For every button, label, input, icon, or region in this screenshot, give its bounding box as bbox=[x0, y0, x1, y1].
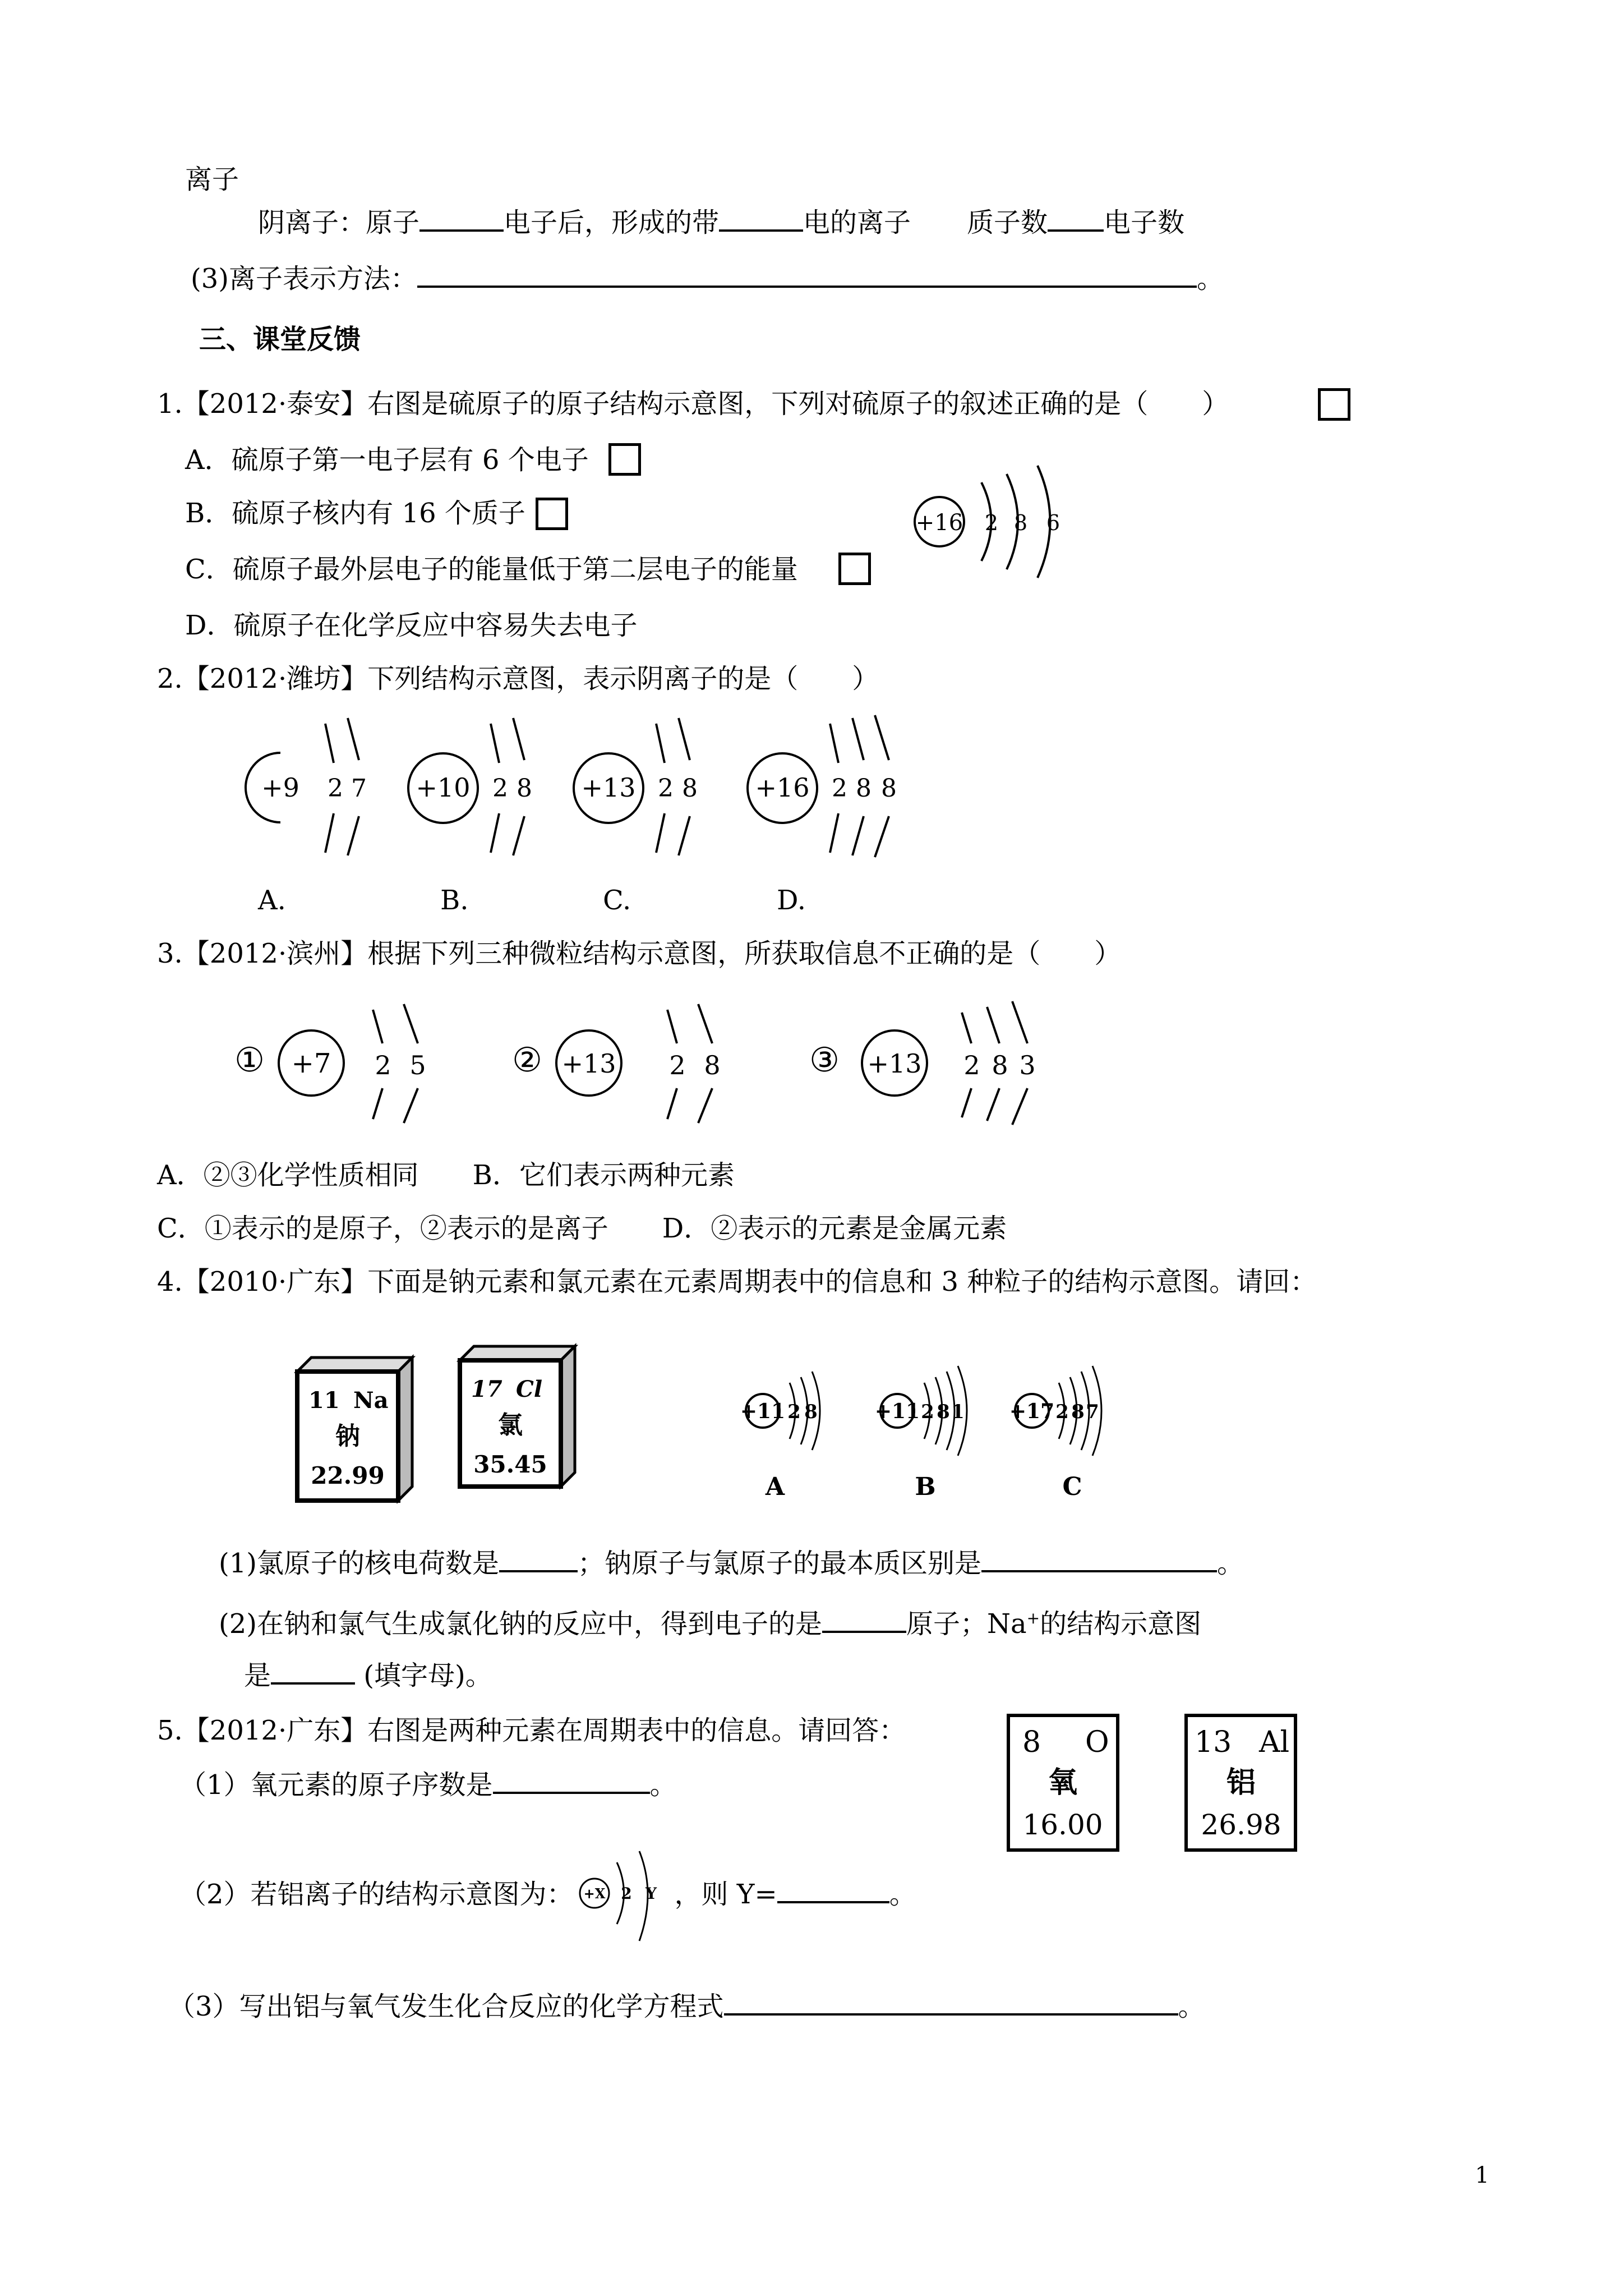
q4-element-cards bbox=[292, 1346, 583, 1509]
structure-diagram-b[interactable] bbox=[408, 718, 532, 855]
shell-electrons: 2 bbox=[669, 1050, 686, 1080]
diagram-label: A bbox=[765, 1473, 785, 1501]
q1-stem: 1.【2012·泰安】右图是硫原子的原子结构示意图，下列对硫原子的叙述正确的是（ ） bbox=[157, 388, 1229, 420]
shell-electrons: 2 bbox=[984, 510, 999, 535]
anion-definition: 阴离子：原子 电子后，形成的带 电的离子 质子数 电子数 bbox=[258, 205, 1184, 240]
blank[interactable] bbox=[724, 1989, 1178, 2016]
shell-electrons: 2 bbox=[492, 774, 508, 803]
blank[interactable] bbox=[271, 1658, 355, 1685]
blank[interactable] bbox=[493, 1767, 650, 1794]
atomic-mass: 35.45 bbox=[473, 1451, 547, 1478]
ion-method-line: (3)离子表示方法： 。 bbox=[191, 261, 1224, 296]
q2-stem: 2.【2012·潍坊】下列结构示意图，表示阴离子的是（ ） bbox=[157, 663, 879, 694]
q2-diagrams bbox=[241, 712, 942, 858]
aluminum-ion-diagram bbox=[575, 1843, 676, 1949]
shell-electrons: 8 bbox=[856, 774, 872, 803]
q1-option-a: A．硫原子第一电子层有 6 个电子 bbox=[185, 444, 589, 476]
q4-particle-diagrams bbox=[729, 1358, 1155, 1503]
q5-sub1: （1）氧元素的原子序数是 。 bbox=[179, 1767, 677, 1802]
nucleus-charge: +13 bbox=[581, 772, 636, 803]
answer-checkbox[interactable] bbox=[608, 443, 641, 476]
ion-label: 离子 bbox=[185, 164, 239, 195]
shell-electrons: 2 bbox=[375, 1050, 391, 1080]
blank[interactable] bbox=[499, 1545, 578, 1572]
element-symbol: Na bbox=[353, 1387, 389, 1414]
element-symbol: Cl bbox=[516, 1376, 543, 1402]
q5-sub2: （2）若铝离子的结构示意图为： ，则 Y= 。 bbox=[179, 1876, 916, 1911]
answer-checkbox[interactable] bbox=[1318, 388, 1350, 421]
shell-electrons: 2 bbox=[328, 774, 343, 803]
element-symbol: Al bbox=[1259, 1726, 1290, 1759]
shell-electrons: 8 bbox=[704, 1050, 721, 1080]
shell-electrons: 8 bbox=[682, 774, 698, 803]
particle-diagram-3 bbox=[809, 1001, 1036, 1125]
element-name: 铝 bbox=[1226, 1765, 1256, 1800]
option-label-c: C. bbox=[603, 885, 631, 916]
atomic-mass: 16.00 bbox=[1022, 1809, 1103, 1841]
aluminum-card bbox=[1186, 1715, 1295, 1850]
nucleus-charge: +11 bbox=[874, 1400, 920, 1423]
shell-electrons: 5 bbox=[409, 1050, 426, 1080]
atomic-mass: 26.98 bbox=[1201, 1809, 1281, 1841]
particle-diagram-1 bbox=[234, 1004, 426, 1123]
element-name: 氧 bbox=[1048, 1765, 1078, 1800]
q1-option-d: D．硫原子在化学反应中容易失去电子 bbox=[185, 610, 638, 641]
shell-electrons: 1 bbox=[951, 1401, 965, 1423]
blank[interactable] bbox=[719, 205, 803, 232]
nucleus-charge: +16 bbox=[755, 772, 810, 803]
nucleus-charge: +13 bbox=[867, 1048, 922, 1079]
particle-diagram-c[interactable] bbox=[1009, 1366, 1101, 1501]
page-number: 1 bbox=[1475, 2162, 1490, 2188]
shell-electrons: 7 bbox=[351, 774, 367, 803]
shell-electrons: 2 bbox=[832, 774, 847, 803]
q4-sub2: (2)在钠和氯气生成氯化钠的反应中，得到电子的是 原子；Na+的结构示意图 bbox=[219, 1602, 1201, 1641]
q5-stem: 5.【2012·广东】右图是两种元素在周期表中的信息。请回答： bbox=[157, 1715, 906, 1746]
atomic-number: 13 bbox=[1195, 1726, 1232, 1759]
nucleus-charge: +10 bbox=[416, 772, 471, 803]
q1-option-b: B．硫原子核内有 16 个质子 bbox=[185, 498, 525, 529]
element-name: 氯 bbox=[498, 1411, 523, 1439]
blank[interactable] bbox=[419, 205, 504, 232]
shell-electrons: Y bbox=[645, 1884, 657, 1903]
q3-diagrams bbox=[224, 999, 1066, 1128]
sodium-card bbox=[297, 1358, 412, 1501]
nucleus-charge: +13 bbox=[561, 1048, 616, 1079]
answer-checkbox[interactable] bbox=[838, 553, 871, 585]
oxygen-card bbox=[1008, 1715, 1118, 1850]
element-symbol: O bbox=[1085, 1726, 1109, 1759]
particle-diagram-b[interactable] bbox=[875, 1366, 967, 1501]
q5-element-cards bbox=[1007, 1714, 1304, 1860]
atomic-number: 17 bbox=[471, 1376, 502, 1402]
nucleus-charge: +7 bbox=[291, 1048, 331, 1079]
shell-electrons: 7 bbox=[1086, 1401, 1099, 1423]
option-label-a: A. bbox=[258, 885, 286, 916]
q4-stem: 4.【2010·广东】下面是钠元素和氯元素在元素周期表中的信息和 3 种粒子的结构示意图。请回： bbox=[157, 1266, 1317, 1297]
answer-checkbox[interactable] bbox=[536, 498, 568, 530]
particle-diagram-a[interactable] bbox=[740, 1372, 820, 1501]
shell-electrons: 6 bbox=[1046, 510, 1061, 535]
particle-diagram-2 bbox=[512, 1004, 721, 1123]
q4-sub2b: 是 (填字母)。 bbox=[244, 1658, 492, 1692]
q1-option-c: C．硫原子最外层电子的能量低于第二层电子的能量 bbox=[185, 554, 798, 585]
blank[interactable] bbox=[417, 261, 1197, 288]
atomic-mass: 22.99 bbox=[311, 1462, 385, 1489]
shell-electrons: 8 bbox=[1071, 1401, 1085, 1423]
particle-mark: ① bbox=[234, 1041, 265, 1080]
option-label-b: B. bbox=[440, 885, 469, 916]
shell-electrons: 2 bbox=[1055, 1401, 1069, 1423]
element-name: 钠 bbox=[335, 1422, 360, 1451]
q3-options-line2: C．①表示的是原子，②表示的是离子 D．②表示的元素是金属元素 bbox=[157, 1213, 1007, 1244]
structure-diagram-a[interactable] bbox=[246, 718, 367, 855]
shell-electrons: 8 bbox=[804, 1401, 818, 1423]
structure-diagram-c[interactable] bbox=[574, 718, 698, 855]
particle-mark: ③ bbox=[809, 1041, 840, 1080]
diagram-label: B bbox=[915, 1473, 936, 1501]
diagram-label: C bbox=[1062, 1473, 1082, 1501]
atomic-number: 8 bbox=[1022, 1726, 1041, 1759]
chlorine-card bbox=[460, 1346, 575, 1487]
sulfur-atom-diagram bbox=[903, 460, 1082, 583]
shell-electrons: 2 bbox=[963, 1050, 980, 1080]
q4-sub1: (1)氯原子的核电荷数是 ；钠原子与氯原子的最本质区别是 。 bbox=[219, 1545, 1244, 1580]
shell-electrons: 2 bbox=[787, 1401, 801, 1423]
blank[interactable] bbox=[1048, 205, 1104, 232]
blank[interactable] bbox=[777, 1876, 889, 1903]
shell-electrons: 8 bbox=[992, 1050, 1008, 1080]
shell-electrons: 2 bbox=[621, 1884, 632, 1903]
shell-electrons: 3 bbox=[1019, 1050, 1036, 1080]
shell-electrons: 2 bbox=[921, 1401, 934, 1423]
nucleus-charge: +9 bbox=[261, 772, 299, 803]
blank[interactable] bbox=[981, 1545, 1217, 1572]
shell-electrons: 8 bbox=[1013, 510, 1028, 535]
nucleus-charge: +17 bbox=[1009, 1400, 1055, 1423]
option-label-d: D. bbox=[777, 885, 806, 916]
section-heading: 三、课堂反馈 bbox=[199, 324, 361, 355]
nucleus-charge: +16 bbox=[915, 510, 963, 536]
q3-options-line1: A．②③化学性质相同 B．它们表示两种元素 bbox=[157, 1159, 735, 1191]
structure-diagram-d[interactable] bbox=[748, 715, 897, 857]
shell-electrons: 8 bbox=[881, 774, 897, 803]
nucleus-charge: +X bbox=[583, 1885, 606, 1902]
q5-sub3: （3）写出铝与氧气发生化合反应的化学方程式 。 bbox=[168, 1989, 1205, 2023]
nucleus-charge: +11 bbox=[740, 1400, 786, 1423]
q3-stem: 3.【2012·滨州】根据下列三种微粒结构示意图，所获取信息不正确的是（ ） bbox=[157, 938, 1122, 969]
shell-electrons: 2 bbox=[658, 774, 674, 803]
shell-electrons: 8 bbox=[937, 1401, 950, 1423]
blank[interactable] bbox=[822, 1606, 906, 1633]
atomic-number: 11 bbox=[308, 1387, 340, 1414]
particle-mark: ② bbox=[512, 1041, 542, 1080]
shell-electrons: 8 bbox=[517, 774, 532, 803]
